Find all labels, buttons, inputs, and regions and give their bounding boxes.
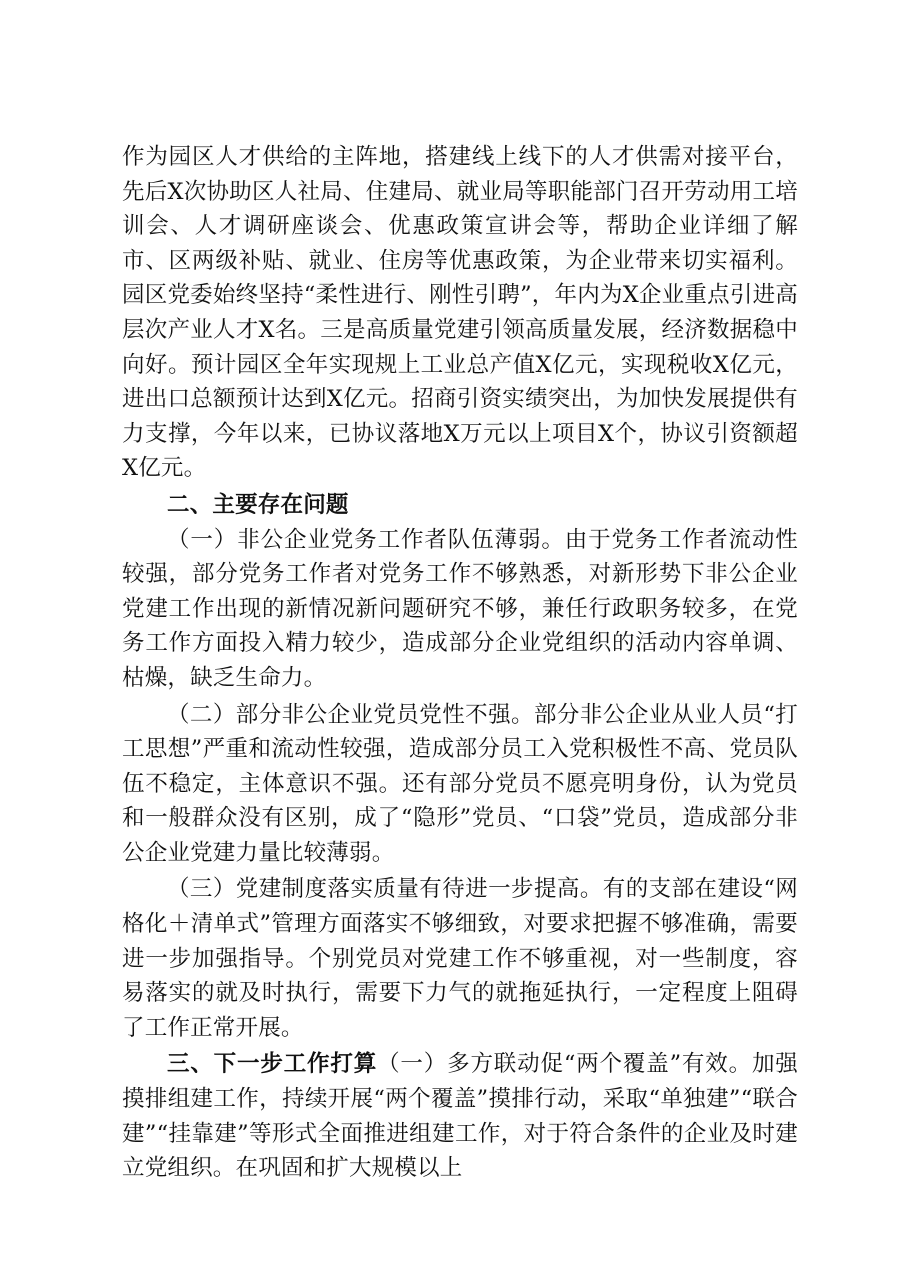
document-page: [122, 140, 798, 1186]
paragraph-issue-2: （二）部分非公企业党员党性不强。部分非公企业从业人员“打工思想”严重和流动性较强，造成部分员工入党积极性不高、党员队伍不稳定，主体意识不强。还有部分党员不愿亮明身份，认为党员和一般群众没有区别，成了“隐形”党员、“口袋”党员，造成部分非公企业党建力量比较薄弱。: [122, 701, 798, 866]
paragraph-plan-1: [122, 1047, 798, 1185]
paragraph-issue-1: （一）非公企业党务工作者队伍薄弱。由于党务工作者流动性较强，部分党务工作者对党务工作不够熟悉，对新形势下非公企业党建工作出现的新情况新问题研究不够，兼任行政职务较多，在党务工作方面投入精力较少，造成部分企业党组织的活动内容单调、枯燥，缺乏生命力。: [122, 526, 798, 691]
section-heading-issues: 二、主要存在问题: [167, 491, 349, 518]
plan-1-text: （一）多方联动促“两个覆盖”有效。加强摸排组建工作，持续开展“两个覆盖”摸排行动，采取“单独建”“联合建”“挂靠建”等形式全面推进组建工作，对于符合条件的企业及时建立党组织。在巩固和扩大规模以上: [122, 1051, 798, 1182]
section-heading-plans: 三、下一步工作打算: [167, 1051, 378, 1078]
paragraph-issue-3: （三）党建制度落实质量有待进一步提高。有的支部在建设“网格化＋清单式”管理方面落实不够细致，对要求把握不够准确，需要进一步加强指导。个别党员对党建工作不够重视，对一些制度，容易落实的就及时执行，需要下力气的就拖延执行，一定程度上阻碍了工作正常开展。: [122, 876, 798, 1041]
paragraph-continuation: 作为园区人才供给的主阵地，搭建线上线下的人才供需对接平台，先后X次协助区人社局、住建局、就业局等职能部门召开劳动用工培训会、人才调研座谈会、优惠政策宣讲会等，帮助企业详细了解市、区两级补贴、就业、住房等优惠政策，为企业带来切实福利。园区党委始终坚持“柔性进行、刚性引聘”，年内为X企业重点引进高层次产业人才X名。三是高质量党建引领高质量发展，经济数据稳中向好。预计园区全年实现规上工业总产值X亿元，实现税收X亿元，进出口总额预计达到X亿元。招商引资实绩突出，为加快发展提供有力支撑，今年以来，已协议落地X万元以上项目X个，协议引资额超X亿元。: [122, 144, 798, 482]
